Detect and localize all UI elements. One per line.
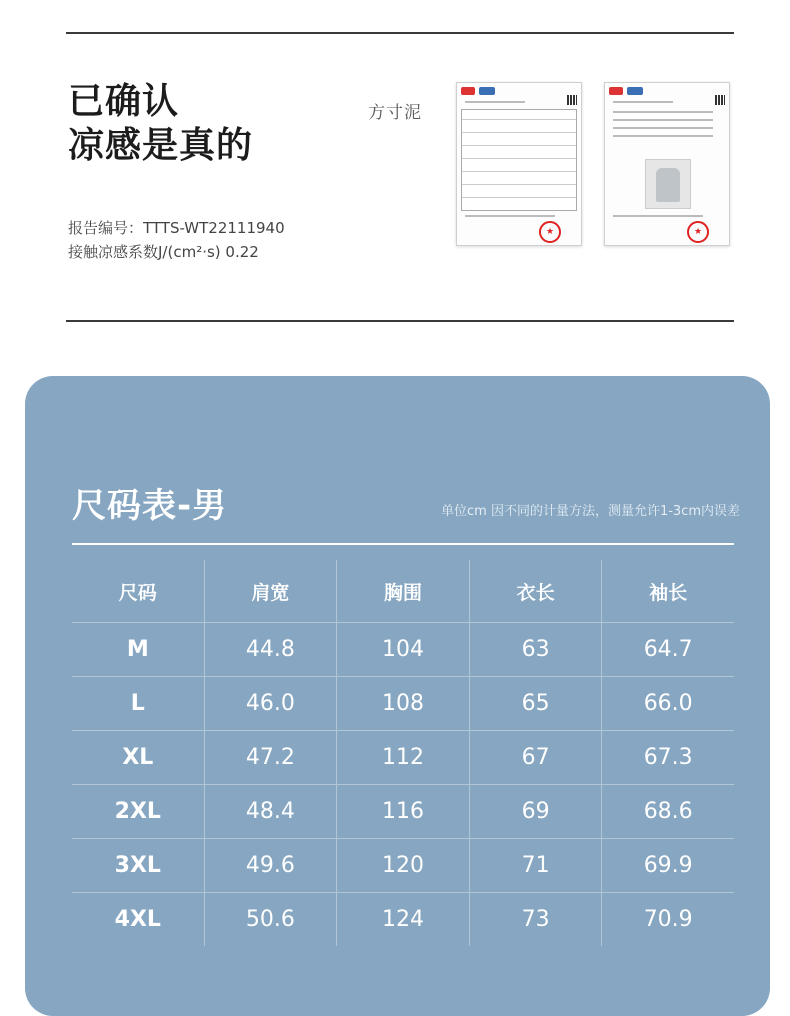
table-row [72, 893, 734, 947]
column-header: 胸围 [337, 560, 470, 623]
size-cell: 3XL [72, 839, 204, 893]
unit-note: 单位cm 因不同的计量方法，测量允许1-3cm内误差 [441, 504, 740, 519]
column-header: 衣长 [469, 560, 602, 623]
table-row [72, 785, 734, 839]
bottom-divider [66, 320, 734, 322]
chest-cell: 112 [337, 731, 470, 785]
size-cell: 4XL [72, 893, 204, 947]
length-cell: 65 [469, 677, 602, 731]
length-cell: 69 [469, 785, 602, 839]
red-seal-icon: ★ [687, 221, 709, 243]
size-cell: 2XL [72, 785, 204, 839]
shoulder-cell: 46.0 [204, 677, 337, 731]
shoulder-cell: 44.8 [204, 623, 337, 677]
report-number: 报告编号：TTTS-WT22111940 [68, 219, 285, 237]
sleeve-cell: 69.9 [602, 839, 734, 893]
shoulder-cell: 49.6 [204, 839, 337, 893]
headline-line-1: 已确认 [68, 81, 180, 122]
red-seal-icon: ★ [539, 221, 561, 243]
size-chart-title: 尺码表-男 [72, 486, 228, 526]
table-row [72, 839, 734, 893]
report-info [68, 216, 285, 264]
garment-photo [645, 159, 691, 209]
chest-cell: 124 [337, 893, 470, 947]
size-table-header [72, 560, 734, 623]
column-header: 尺码 [118, 581, 157, 604]
sleeve-cell: 70.9 [602, 893, 734, 947]
shoulder-cell: 48.4 [204, 785, 337, 839]
headline [68, 80, 253, 168]
length-cell: 63 [469, 623, 602, 677]
size-cell: L [72, 677, 204, 731]
sleeve-cell: 66.0 [602, 677, 734, 731]
chest-cell: 120 [337, 839, 470, 893]
length-cell: 67 [469, 731, 602, 785]
size-table [72, 560, 734, 946]
size-cell: M [72, 623, 204, 677]
table-row [72, 623, 734, 677]
size-cell: XL [72, 731, 204, 785]
brand-name: 方寸泥 [368, 103, 422, 123]
chest-cell: 104 [337, 623, 470, 677]
table-row [72, 731, 734, 785]
headline-line-2: 凉感是真的 [68, 125, 254, 166]
length-cell: 71 [469, 839, 602, 893]
shoulder-cell: 50.6 [204, 893, 337, 947]
sleeve-cell: 67.3 [602, 731, 734, 785]
test-report-photo-document-icon [604, 82, 730, 246]
cooling-coefficient: 接触凉感系数J/(cm²·s) 0.22 [68, 243, 259, 261]
chest-cell: 108 [337, 677, 470, 731]
chest-cell: 116 [337, 785, 470, 839]
sleeve-cell: 64.7 [602, 623, 734, 677]
top-divider [66, 32, 734, 34]
shoulder-cell: 47.2 [204, 731, 337, 785]
table-row [72, 677, 734, 731]
test-report-document-icon [456, 82, 582, 246]
column-header: 肩宽 [204, 560, 337, 623]
length-cell: 73 [469, 893, 602, 947]
sleeve-cell: 68.6 [602, 785, 734, 839]
column-header: 袖长 [602, 560, 734, 623]
size-chart-divider [72, 543, 734, 545]
